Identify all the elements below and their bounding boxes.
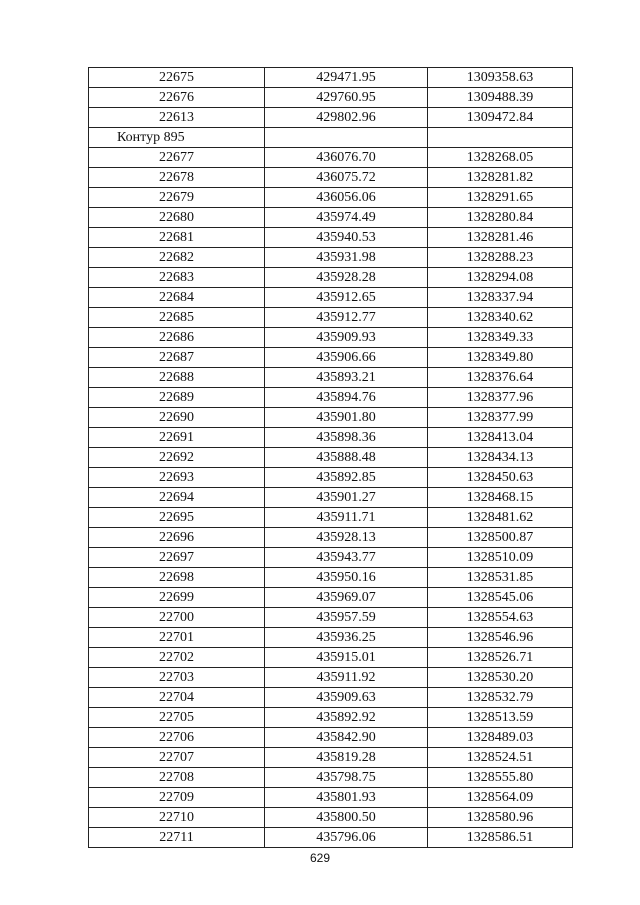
y-coordinate-cell: 1328434.13 bbox=[428, 448, 573, 468]
x-coordinate-cell: 435931.98 bbox=[265, 248, 428, 268]
y-coordinate-cell: 1328532.79 bbox=[428, 688, 573, 708]
x-coordinate-cell: 435901.27 bbox=[265, 488, 428, 508]
table-row bbox=[89, 208, 573, 228]
y-coordinate-cell: 1328586.51 bbox=[428, 828, 573, 848]
point-number-cell: 22704 bbox=[89, 688, 265, 708]
y-coordinate-cell: 1328524.51 bbox=[428, 748, 573, 768]
x-coordinate-cell: 435928.28 bbox=[265, 268, 428, 288]
point-number-cell: 22702 bbox=[89, 648, 265, 668]
y-coordinate-cell: 1328413.04 bbox=[428, 428, 573, 448]
y-coordinate-cell: 1328481.62 bbox=[428, 508, 573, 528]
y-coordinate-cell: 1328513.59 bbox=[428, 708, 573, 728]
y-coordinate-cell: 1309472.84 bbox=[428, 108, 573, 128]
x-coordinate-cell: 435909.63 bbox=[265, 688, 428, 708]
point-number-cell: 22680 bbox=[89, 208, 265, 228]
y-coordinate-cell: 1328377.99 bbox=[428, 408, 573, 428]
table-row bbox=[89, 148, 573, 168]
point-number-cell: 22701 bbox=[89, 628, 265, 648]
x-coordinate-cell: 435936.25 bbox=[265, 628, 428, 648]
y-coordinate-cell: 1328337.94 bbox=[428, 288, 573, 308]
x-coordinate-cell: 435801.93 bbox=[265, 788, 428, 808]
point-number-cell: 22696 bbox=[89, 528, 265, 548]
point-number-cell: 22690 bbox=[89, 408, 265, 428]
contour-title-row bbox=[89, 128, 573, 148]
y-coordinate-cell: 1328294.08 bbox=[428, 268, 573, 288]
y-coordinate-cell: 1328468.15 bbox=[428, 488, 573, 508]
x-coordinate-cell: 435892.85 bbox=[265, 468, 428, 488]
table-row bbox=[89, 308, 573, 328]
y-coordinate-cell: 1328288.23 bbox=[428, 248, 573, 268]
table-row bbox=[89, 708, 573, 728]
y-coordinate-cell: 1328526.71 bbox=[428, 648, 573, 668]
y-coordinate-cell: 1328545.06 bbox=[428, 588, 573, 608]
table-row bbox=[89, 228, 573, 248]
x-coordinate-cell: 435928.13 bbox=[265, 528, 428, 548]
y-coordinate-cell: 1309488.39 bbox=[428, 88, 573, 108]
rows-before-contour bbox=[89, 68, 573, 128]
y-coordinate-cell: 1328340.62 bbox=[428, 308, 573, 328]
point-number-cell: 22710 bbox=[89, 808, 265, 828]
x-coordinate-cell: 435796.06 bbox=[265, 828, 428, 848]
table-row bbox=[89, 108, 573, 128]
x-coordinate-cell: 436075.72 bbox=[265, 168, 428, 188]
table-row bbox=[89, 808, 573, 828]
coordinates-table bbox=[88, 67, 573, 848]
table-row bbox=[89, 668, 573, 688]
table-row bbox=[89, 288, 573, 308]
y-coordinate-cell: 1328377.96 bbox=[428, 388, 573, 408]
x-coordinate-cell: 429802.96 bbox=[265, 108, 428, 128]
x-coordinate-cell: 435911.92 bbox=[265, 668, 428, 688]
point-number-cell: 22700 bbox=[89, 608, 265, 628]
y-coordinate-cell: 1328489.03 bbox=[428, 728, 573, 748]
point-number-cell: 22709 bbox=[89, 788, 265, 808]
x-coordinate-cell: 435909.93 bbox=[265, 328, 428, 348]
table-row bbox=[89, 528, 573, 548]
table-row bbox=[89, 168, 573, 188]
point-number-cell: 22689 bbox=[89, 388, 265, 408]
contour-title: Контур 895 bbox=[89, 128, 265, 148]
rows-contour-895 bbox=[89, 148, 573, 848]
table-row bbox=[89, 448, 573, 468]
table-row bbox=[89, 328, 573, 348]
empty-cell bbox=[265, 128, 428, 148]
table-row bbox=[89, 268, 573, 288]
point-number-cell: 22711 bbox=[89, 828, 265, 848]
coordinates-document bbox=[88, 67, 572, 848]
y-coordinate-cell: 1328450.63 bbox=[428, 468, 573, 488]
table-row bbox=[89, 428, 573, 448]
x-coordinate-cell: 436056.06 bbox=[265, 188, 428, 208]
point-number-cell: 22695 bbox=[89, 508, 265, 528]
table-row bbox=[89, 608, 573, 628]
y-coordinate-cell: 1328530.20 bbox=[428, 668, 573, 688]
y-coordinate-cell: 1328580.96 bbox=[428, 808, 573, 828]
point-number-cell: 22685 bbox=[89, 308, 265, 328]
y-coordinate-cell: 1328291.65 bbox=[428, 188, 573, 208]
table-row bbox=[89, 728, 573, 748]
y-coordinate-cell: 1328554.63 bbox=[428, 608, 573, 628]
table-row bbox=[89, 768, 573, 788]
x-coordinate-cell: 429471.95 bbox=[265, 68, 428, 88]
x-coordinate-cell: 435950.16 bbox=[265, 568, 428, 588]
point-number-cell: 22698 bbox=[89, 568, 265, 588]
table-row bbox=[89, 788, 573, 808]
point-number-cell: 22692 bbox=[89, 448, 265, 468]
table-row bbox=[89, 568, 573, 588]
x-coordinate-cell: 435800.50 bbox=[265, 808, 428, 828]
x-coordinate-cell: 435894.76 bbox=[265, 388, 428, 408]
point-number-cell: 22706 bbox=[89, 728, 265, 748]
table-row bbox=[89, 688, 573, 708]
y-coordinate-cell: 1328376.64 bbox=[428, 368, 573, 388]
point-number-cell: 22613 bbox=[89, 108, 265, 128]
point-number-cell: 22703 bbox=[89, 668, 265, 688]
table-row bbox=[89, 348, 573, 368]
y-coordinate-cell: 1328281.82 bbox=[428, 168, 573, 188]
x-coordinate-cell: 435912.65 bbox=[265, 288, 428, 308]
x-coordinate-cell: 429760.95 bbox=[265, 88, 428, 108]
table-row bbox=[89, 588, 573, 608]
table-row bbox=[89, 828, 573, 848]
point-number-cell: 22705 bbox=[89, 708, 265, 728]
x-coordinate-cell: 435911.71 bbox=[265, 508, 428, 528]
table-row bbox=[89, 408, 573, 428]
x-coordinate-cell: 435974.49 bbox=[265, 208, 428, 228]
y-coordinate-cell: 1328546.96 bbox=[428, 628, 573, 648]
point-number-cell: 22688 bbox=[89, 368, 265, 388]
point-number-cell: 22707 bbox=[89, 748, 265, 768]
table-row bbox=[89, 648, 573, 668]
point-number-cell: 22687 bbox=[89, 348, 265, 368]
y-coordinate-cell: 1328500.87 bbox=[428, 528, 573, 548]
contour-header bbox=[89, 128, 573, 148]
y-coordinate-cell: 1328564.09 bbox=[428, 788, 573, 808]
y-coordinate-cell: 1328281.46 bbox=[428, 228, 573, 248]
x-coordinate-cell: 435888.48 bbox=[265, 448, 428, 468]
point-number-cell: 22675 bbox=[89, 68, 265, 88]
table-row bbox=[89, 548, 573, 568]
point-number-cell: 22699 bbox=[89, 588, 265, 608]
y-coordinate-cell: 1328280.84 bbox=[428, 208, 573, 228]
table-row bbox=[89, 388, 573, 408]
y-coordinate-cell: 1328510.09 bbox=[428, 548, 573, 568]
y-coordinate-cell: 1328349.33 bbox=[428, 328, 573, 348]
empty-cell bbox=[428, 128, 573, 148]
table-row bbox=[89, 68, 573, 88]
point-number-cell: 22686 bbox=[89, 328, 265, 348]
table-row bbox=[89, 468, 573, 488]
x-coordinate-cell: 435940.53 bbox=[265, 228, 428, 248]
x-coordinate-cell: 435842.90 bbox=[265, 728, 428, 748]
x-coordinate-cell: 435957.59 bbox=[265, 608, 428, 628]
x-coordinate-cell: 435819.28 bbox=[265, 748, 428, 768]
table-row bbox=[89, 628, 573, 648]
point-number-cell: 22678 bbox=[89, 168, 265, 188]
point-number-cell: 22694 bbox=[89, 488, 265, 508]
x-coordinate-cell: 435915.01 bbox=[265, 648, 428, 668]
table-row bbox=[89, 748, 573, 768]
point-number-cell: 22693 bbox=[89, 468, 265, 488]
point-number-cell: 22708 bbox=[89, 768, 265, 788]
x-coordinate-cell: 435893.21 bbox=[265, 368, 428, 388]
table-row bbox=[89, 248, 573, 268]
point-number-cell: 22682 bbox=[89, 248, 265, 268]
point-number-cell: 22697 bbox=[89, 548, 265, 568]
x-coordinate-cell: 435906.66 bbox=[265, 348, 428, 368]
x-coordinate-cell: 435969.07 bbox=[265, 588, 428, 608]
page-number: 629 bbox=[309, 851, 331, 865]
table-row bbox=[89, 368, 573, 388]
point-number-cell: 22681 bbox=[89, 228, 265, 248]
y-coordinate-cell: 1328349.80 bbox=[428, 348, 573, 368]
point-number-cell: 22691 bbox=[89, 428, 265, 448]
point-number-cell: 22677 bbox=[89, 148, 265, 168]
x-coordinate-cell: 435892.92 bbox=[265, 708, 428, 728]
y-coordinate-cell: 1328531.85 bbox=[428, 568, 573, 588]
x-coordinate-cell: 435798.75 bbox=[265, 768, 428, 788]
x-coordinate-cell: 435943.77 bbox=[265, 548, 428, 568]
point-number-cell: 22683 bbox=[89, 268, 265, 288]
y-coordinate-cell: 1328555.80 bbox=[428, 768, 573, 788]
point-number-cell: 22679 bbox=[89, 188, 265, 208]
table-row bbox=[89, 188, 573, 208]
table-row bbox=[89, 488, 573, 508]
x-coordinate-cell: 436076.70 bbox=[265, 148, 428, 168]
y-coordinate-cell: 1309358.63 bbox=[428, 68, 573, 88]
y-coordinate-cell: 1328268.05 bbox=[428, 148, 573, 168]
x-coordinate-cell: 435898.36 bbox=[265, 428, 428, 448]
x-coordinate-cell: 435901.80 bbox=[265, 408, 428, 428]
x-coordinate-cell: 435912.77 bbox=[265, 308, 428, 328]
table-row bbox=[89, 508, 573, 528]
table-row bbox=[89, 88, 573, 108]
point-number-cell: 22676 bbox=[89, 88, 265, 108]
point-number-cell: 22684 bbox=[89, 288, 265, 308]
